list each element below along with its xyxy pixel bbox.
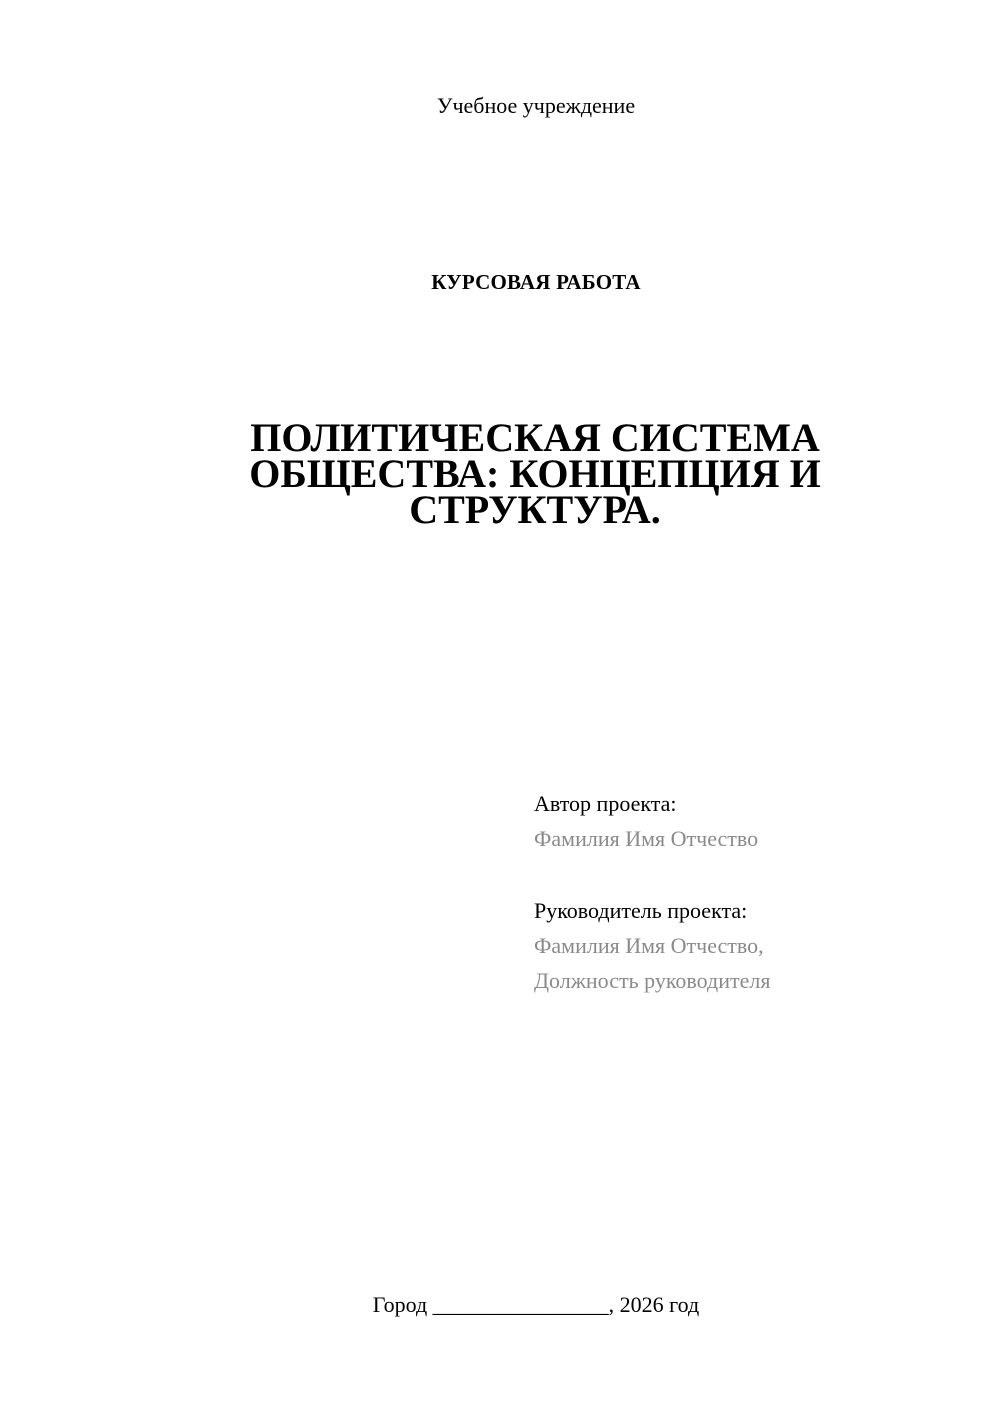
supervisor-name: Фамилия Имя Отчество,	[534, 933, 764, 958]
city-year-line: Город ________________, 2026 год	[372, 1292, 700, 1317]
author-label: Автор проекта:	[534, 791, 677, 816]
document-type: КУРСОВАЯ РАБОТА	[431, 270, 641, 294]
title-line: ОБЩЕСТВА: КОНЦЕПЦИЯ И	[249, 451, 821, 496]
author-name: Фамилия Имя Отчество	[534, 826, 759, 851]
document-title	[235, 415, 835, 532]
author-block	[534, 786, 954, 856]
supervisor-position: Должность руководителя	[534, 968, 771, 993]
title-line: СТРУКТУРА.	[409, 487, 661, 532]
supervisor-label: Руководитель проекта:	[534, 898, 748, 923]
institution-name: Учебное учреждение	[436, 93, 636, 118]
supervisor-block	[534, 893, 954, 998]
title-line: ПОЛИТИЧЕСКАЯ СИСТЕМА	[250, 415, 820, 460]
